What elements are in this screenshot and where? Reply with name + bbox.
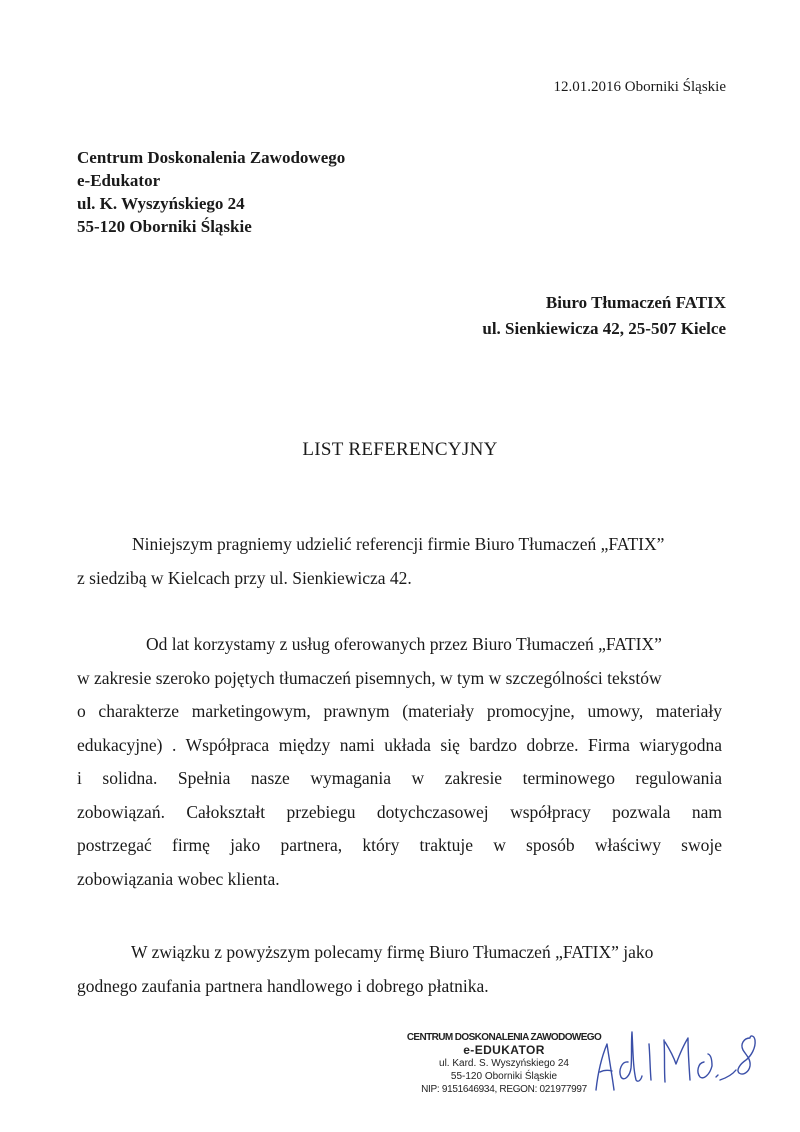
paragraph-line: z siedzibą w Kielcach przy ul. Sienkiewicza 42. (77, 567, 412, 588)
paragraph-line: Niniejszym pragniemy udzielić referencji firmie Biuro Tłumaczeń „FATIX” (132, 534, 665, 554)
letter-title: LIST REFERENCYJNY (302, 439, 498, 460)
paragraph-line: godnego zaufania partnera handlowego i dobrego płatnika. (77, 975, 489, 996)
stamp-city: 55-120 Oborniki Śląskie (450, 1071, 558, 1082)
paragraph-line: o charakterze marketingowym, prawnym (materiały promocyjne, umowy, materiały (77, 701, 722, 721)
stamp-company-name: CENTRUM DOSKONALENIA ZAWODOWEGO (406, 1032, 602, 1043)
paragraph-line: W związku z powyższym polecamy firmę Biuro Tłumaczeń „FATIX” jako (131, 942, 654, 962)
letter-date: 12.01.2016 Oborniki Śląskie (553, 79, 726, 95)
paragraph-line: Od lat korzystamy z usług oferowanych przez Biuro Tłumaczeń „FATIX” (146, 634, 662, 654)
stamp-street: ul. Kard. S. Wyszyńskiego 24 (439, 1058, 569, 1069)
recipient-address: ul. Sienkiewicza 42, 25-507 Kielce (482, 319, 726, 338)
paragraph-line: zobowiązania wobec klienta. (77, 868, 280, 889)
recipient-address-block (482, 290, 726, 342)
company-stamp (398, 1031, 610, 1096)
paragraph-line: zobowiązań. Całokształt przebiegu dotychczasowej współpracy pozwala nam (77, 801, 722, 822)
stamp-tax-ids: NIP: 9151646934, REGON: 021977997 (421, 1084, 587, 1095)
sender-name: Centrum Doskonalenia Zawodowego (77, 148, 346, 167)
paragraph-recommendation (77, 936, 722, 1003)
sender-city: 55-120 Oborniki Śląskie (77, 217, 252, 236)
paragraph-line: postrzegać firmę jako partnera, który traktuje w sposób właściwy swoje (77, 835, 722, 855)
paragraph-line: w zakresie szeroko pojętych tłumaczeń pisemnych, w tym w szczególności tekstów (77, 667, 662, 688)
paragraph-body (77, 628, 722, 896)
sender-address-block (77, 146, 345, 238)
stamp-brand: e-EDUKATOR (463, 1043, 545, 1057)
handwritten-signature (590, 1020, 765, 1095)
sender-street: ul. K. Wyszyńskiego 24 (77, 194, 245, 213)
recipient-name: Biuro Tłumaczeń FATIX (545, 293, 726, 312)
sender-subname: e-Edukator (77, 171, 161, 190)
paragraph-line: edukacyjne) . Współpraca między nami układa się bardzo dobrze. Firma wiarygodna (77, 734, 722, 755)
paragraph-line: i solidna. Spełnia nasze wymagania w zakresie terminowego regulowania (77, 768, 722, 788)
paragraph-intro (77, 528, 722, 595)
